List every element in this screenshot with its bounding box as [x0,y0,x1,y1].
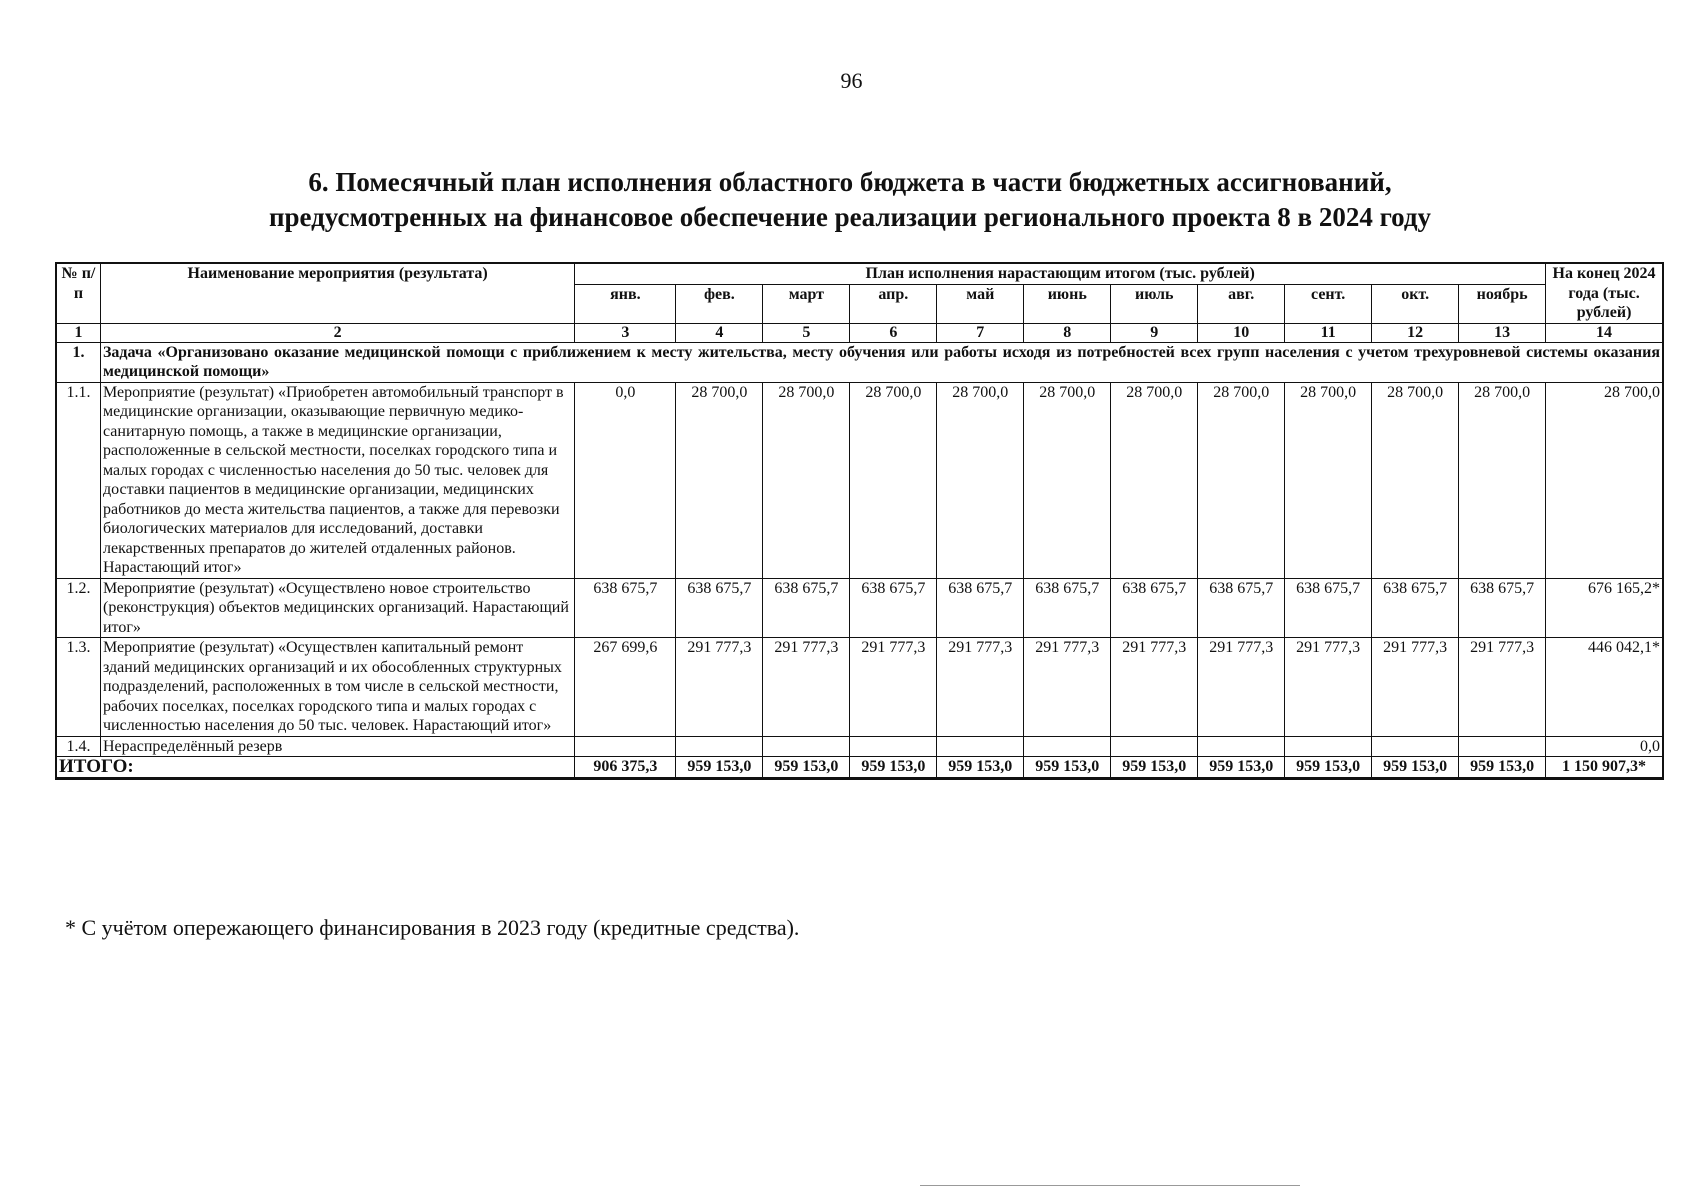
row-month-value: 28 700,0 [937,382,1024,578]
budget-plan-table [55,262,1664,780]
page-number: 96 [840,68,863,93]
row-month-value [1285,736,1372,757]
row-month-value: 28 700,0 [763,382,850,578]
row-month-value: 638 675,7 [1459,578,1546,638]
title-line-1: 6. Помесячный план исполнения областного бюджета в части бюджетных ассигнований, [308,167,1392,197]
row-month-value: 28 700,0 [1111,382,1198,578]
column-number: 12 [1372,323,1459,342]
row-month-value [763,736,850,757]
table-row [56,638,1663,737]
column-number: 14 [1546,323,1663,342]
column-number: 9 [1111,323,1198,342]
row-month-value: 638 675,7 [1024,578,1111,638]
row-month-value: 291 777,3 [937,638,1024,737]
column-number: 8 [1024,323,1111,342]
scan-artifact-line [920,1185,1300,1186]
header-name: Наименование мероприятия (результата) [100,263,574,323]
row-month-value [575,736,676,757]
row-month-value [1198,736,1285,757]
row-month-value: 28 700,0 [1198,382,1285,578]
total-month-value: 959 153,0 [1372,757,1459,779]
table-row [56,578,1663,638]
row-month-value [1024,736,1111,757]
row-month-value: 28 700,0 [1459,382,1546,578]
table-body [56,342,1663,778]
table-header [56,263,1663,342]
column-number: 13 [1459,323,1546,342]
row-name: Мероприятие (результат) «Осуществлен капитальный ремонт зданий медицинских организаций и их обособленных структурных подразделений, расположенных в том числе в сельской местности, рабочих поселках, поселках городского типа и малых городах с численностью населения до 50 тыс. человек. Нарастающий итог» [100,638,574,737]
header-month: март [763,285,850,323]
column-number: 6 [850,323,937,342]
row-name: Мероприятие (результат) «Осуществлено новое строительство (реконструкция) объектов медицинских организаций. Нарастающий итог» [100,578,574,638]
row-month-value [850,736,937,757]
row-month-value: 638 675,7 [1372,578,1459,638]
row-name: Нераспределённый резерв [100,736,574,757]
row-month-value: 291 777,3 [676,638,763,737]
column-number: 3 [575,323,676,342]
row-month-value: 638 675,7 [937,578,1024,638]
header-month: апр. [850,285,937,323]
row-month-value: 638 675,7 [1285,578,1372,638]
document-title [150,165,1550,235]
table-row [56,736,1663,757]
total-month-value: 959 153,0 [937,757,1024,779]
column-number: 5 [763,323,850,342]
row-month-value: 28 700,0 [1285,382,1372,578]
header-plan-group: План исполнения нарастающим итогом (тыс. рублей) [575,263,1546,285]
row-month-value [1372,736,1459,757]
row-month-value: 28 700,0 [1024,382,1111,578]
row-end-year-value: 0,0 [1546,736,1663,757]
row-month-value: 638 675,7 [1198,578,1285,638]
column-number: 4 [676,323,763,342]
row-month-value: 28 700,0 [1372,382,1459,578]
total-month-value: 959 153,0 [1111,757,1198,779]
row-month-value [1111,736,1198,757]
column-number: 10 [1198,323,1285,342]
row-num: 1.3. [56,638,100,737]
row-month-value: 291 777,3 [763,638,850,737]
row-end-year-value: 676 165,2* [1546,578,1663,638]
header-month: ноябрь [1459,285,1546,323]
header-month: окт. [1372,285,1459,323]
total-month-value: 959 153,0 [676,757,763,779]
row-end-year-value: 28 700,0 [1546,382,1663,578]
row-month-value: 28 700,0 [676,382,763,578]
total-month-value: 959 153,0 [850,757,937,779]
total-month-value: 959 153,0 [1198,757,1285,779]
header-month: июль [1111,285,1198,323]
row-month-value: 638 675,7 [676,578,763,638]
total-month-value: 959 153,0 [1024,757,1111,779]
total-month-value: 959 153,0 [763,757,850,779]
column-number: 11 [1285,323,1372,342]
header-month: июнь [1024,285,1111,323]
header-month: сент. [1285,285,1372,323]
header-end-year: На конец 2024 года (тыс. рублей) [1546,263,1663,323]
row-num: 1.4. [56,736,100,757]
row-month-value [676,736,763,757]
row-month-value: 291 777,3 [1198,638,1285,737]
total-month-value: 959 153,0 [1285,757,1372,779]
row-month-value: 638 675,7 [575,578,676,638]
row-month-value: 291 777,3 [1024,638,1111,737]
total-month-value: 906 375,3 [575,757,676,779]
column-numbers-row [56,323,1663,342]
row-end-year-value: 446 042,1* [1546,638,1663,737]
row-name: Мероприятие (результат) «Приобретен автомобильный транспорт в медицинские организации, оказывающие первичную медико-санитарную помощь, а также в медицинские организации, расположенные в сельской местности, поселках городского типа и малых городах с численностью населения до 50 тыс. человек для доставки пациентов в медицинские организации, медицинских работников до места жительства пациентов, а также для перевозки биологических материалов для исследований, доставки лекарственных препаратов до жителей отдаленных районов. Нарастающий итог» [100,382,574,578]
column-number: 7 [937,323,1024,342]
task-text: Задача «Организовано оказание медицинской помощи с приближением к месту жительства, месту обучения или работы исходя из потребностей всех групп населения с учетом трехуровневой системы оказания медицинской помощи» [100,342,1663,382]
column-number: 1 [56,323,100,342]
table-row [56,382,1663,578]
row-month-value: 291 777,3 [1285,638,1372,737]
row-month-value: 28 700,0 [850,382,937,578]
header-month: фев. [676,285,763,323]
row-month-value: 638 675,7 [850,578,937,638]
row-month-value [937,736,1024,757]
row-month-value: 291 777,3 [1459,638,1546,737]
total-row [56,757,1663,779]
header-month: май [937,285,1024,323]
header-num: № п/п [56,263,100,323]
row-month-value: 291 777,3 [1111,638,1198,737]
total-month-value: 959 153,0 [1459,757,1546,779]
total-end-year-value: 1 150 907,3* [1546,757,1663,779]
row-month-value: 291 777,3 [850,638,937,737]
row-month-value [1459,736,1546,757]
row-month-value: 0,0 [575,382,676,578]
row-month-value: 638 675,7 [1111,578,1198,638]
column-number: 2 [100,323,574,342]
title-line-2: предусмотренных на финансовое обеспечение реализации регионального проекта 8 в 2024 году [268,202,1432,232]
row-month-value: 291 777,3 [1372,638,1459,737]
row-num: 1.1. [56,382,100,578]
header-month: авг. [1198,285,1285,323]
header-month: янв. [575,285,676,323]
task-row [56,342,1663,382]
row-month-value: 267 699,6 [575,638,676,737]
row-month-value: 638 675,7 [763,578,850,638]
total-label: ИТОГО: [56,757,575,779]
task-num: 1. [56,342,100,382]
footnote: * С учётом опережающего финансирования в 2023 году (кредитные средства). [65,915,800,940]
row-num: 1.2. [56,578,100,638]
